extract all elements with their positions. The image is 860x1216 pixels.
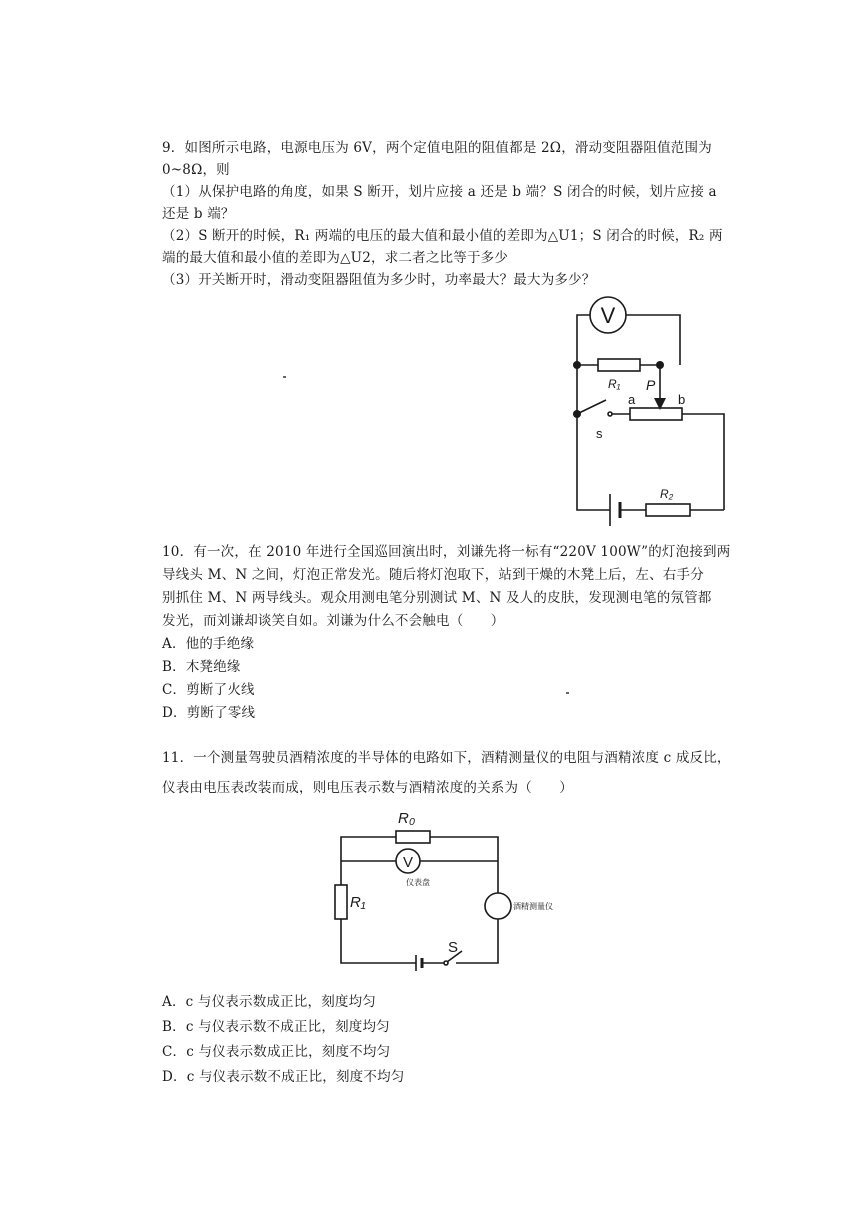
q9-r1-resistor-icon <box>598 359 640 371</box>
q11-wire-right-lower <box>456 919 498 963</box>
q10-line-1: 10．有一次，在 2010 年进行全国巡回演出时，刘谦先将一标有“220V 100W”的灯泡接到两 <box>162 544 731 560</box>
q11-option-a: A．c 与仪表示数成正比，刻度均匀 <box>162 994 377 1010</box>
q11-wire-top-left <box>341 837 396 857</box>
q9-end-a-label: a <box>628 392 636 407</box>
q9-end-b-label: b <box>678 392 686 407</box>
q9-switch-label: s <box>596 426 603 441</box>
q9-wire-right-side <box>682 414 724 510</box>
q10-line-3: 别抓住 M、N 两导线头。观众用测电笔分别测试 M、N 及人的皮肤，发现测电笔的氖管都 <box>162 590 712 606</box>
q11-r0-resistor-icon <box>396 831 430 843</box>
q10-option-d: D．剪断了零线 <box>162 705 256 721</box>
scan-speck <box>283 376 286 378</box>
q9-voltmeter-label: V <box>600 303 616 328</box>
q11-voltmeter-label: V <box>402 854 414 871</box>
q9-switch-contact <box>608 412 612 416</box>
q9-wire-right-top <box>626 315 680 365</box>
q11-r0-label: R₀ <box>398 810 416 827</box>
q9-slider-label: P <box>646 377 656 393</box>
q9-wire-left-top <box>577 315 590 365</box>
q11-r1-label: R₁ <box>350 894 366 911</box>
q11-wire-top-right <box>430 837 498 857</box>
q9-line-4: 还是 b 端？ <box>162 206 235 222</box>
q9-wire-left-bottom <box>577 414 610 510</box>
q9-r2-resistor-icon <box>646 504 690 516</box>
q11-option-b: B．c 与仪表示数不成正比，刻度均匀 <box>162 1019 390 1035</box>
q9-line-6: 端的最大值和最小值的差即为△U2，求二者之比等于多少 <box>162 250 509 266</box>
q11-circuit-diagram <box>328 805 588 975</box>
q11-r1-resistor-icon <box>335 885 347 919</box>
q10-line-4: 发光，而刘谦却谈笑自如。刘谦为什么不会触电（ ） <box>162 613 505 629</box>
q11-option-c: C．c 与仪表示数成正比，刻度不均匀 <box>162 1044 391 1060</box>
q11-meter-label: 仪表盘 <box>406 878 430 887</box>
q9-line-1: 9．如图所示电路，电源电压为 6V，两个定值电阻的阻值都是 2Ω，滑动变阻器阻值范围为 <box>162 140 712 156</box>
q11-switch-label: S <box>448 939 459 956</box>
q11-line-2: 仪表由电压表改装而成，则电压表示数与酒精浓度的关系为（ ） <box>162 780 573 796</box>
q10-option-b: B．木凳绝缘 <box>162 659 241 675</box>
q9-r1-label: R₁ <box>608 377 621 391</box>
q9-circuit-diagram <box>560 290 740 530</box>
q9-switch-blade-icon <box>579 400 606 413</box>
scan-speck <box>566 692 569 694</box>
q11-sensor-label: 酒精测量仪 <box>513 902 553 911</box>
q10-option-c: C．剪断了火线 <box>162 682 255 698</box>
q11-option-d: D．c 与仪表示数不成正比，刻度不均匀 <box>162 1069 405 1085</box>
q9-line-7: （3）开关断开时，滑动变阻器阻值为多少时，功率最大？最大为多少？ <box>162 272 596 288</box>
q11-sensor-icon <box>485 893 511 919</box>
q11-line-1: 11．一个测量驾驶员酒精浓度的半导体的电路如下，酒精测量仪的电阻与酒精浓度 c 成反比， <box>162 750 731 766</box>
q11-wire-left-lower <box>341 919 416 963</box>
q10-option-a: A．他的手绝缘 <box>162 636 255 652</box>
q9-line-2: 0~8Ω，则 <box>162 162 230 178</box>
q9-r2-label: R₂ <box>660 487 674 501</box>
q10-line-2: 导线头 M、N 之间，灯泡正常发光。随后将灯泡取下，站到干燥的木凳上后，左、右手分 <box>162 567 704 583</box>
q9-rheostat-icon <box>630 408 682 420</box>
q9-line-3: （1）从保护电路的角度，如果 S 断开，划片应接 a 还是 b 端？S 闭合的时候，划片应接 a <box>162 184 717 200</box>
q9-line-5: （2）S 断开的时候，R₁ 两端的电压的最大值和最小值的差即为△U1；S 闭合的时候，R₂ 两 <box>162 228 723 244</box>
